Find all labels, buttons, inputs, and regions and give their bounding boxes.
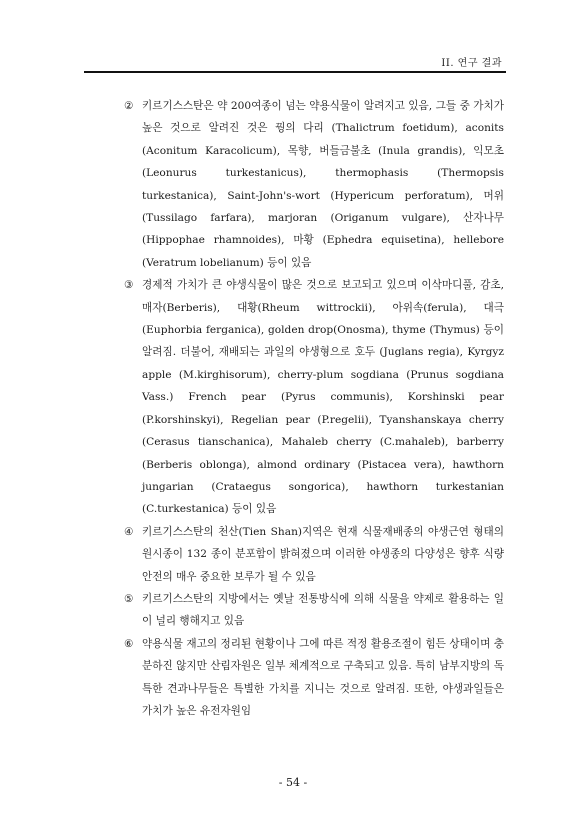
item-text: 키르기스스탄의 천산(Tien Shan)지역은 현재 식물재배종의 야생근연 형태의 원시종이 132 종이 분포함이 밝혀졌으며 이러한 야생종의 다양성은 향후 식량안전의 매우 중요한 보루가 될 수 있음 xyxy=(142,525,504,583)
list-item xyxy=(124,633,504,723)
running-header: II. 연구 결과 xyxy=(441,58,502,69)
item-number: ② xyxy=(124,100,134,112)
list-item xyxy=(124,274,504,520)
header-rule xyxy=(84,71,506,73)
item-number: ③ xyxy=(124,279,134,292)
item-text: 약용식물 재고의 정리된 현황이나 그에 따른 적정 활용조절이 힘든 상태이며 충분하진 않지만 산림자원은 일부 체계적으로 구축되고 있음. 특히 남부지방의 독특한 견과나무들은 특별한 가치를 지니는 것으로 알려짐. 또한, 야생과일들은 가치가 높은 유전자원임 xyxy=(142,637,504,717)
document-body xyxy=(124,95,504,722)
item-number: ④ xyxy=(124,525,134,538)
item-text: 키르기스스탄은 약 200여종이 넘는 약용식물이 알려지고 있음, 그들 중 가치가 높은 것으로 알려진 것은 꿩의 다리 (Thalictrum foetidum), aconits (Aconitum Karacolicum), 목향, 버들금불초 (Inula grandis), 익모초 (Leonurus turkestanicus), thermophasis (Thermopsis turkestanica), Saint-John's-wort (Hypericum perforatum), 머위 (Tussilago farfara), marjoran (Origanum vulgare), 산자나무 (Hippophae rhamnoides), 마황 (Ephedra equisetina), hellebore (Veratrum lobelianum) 등이 있음 xyxy=(142,100,504,269)
page-number: - 54 - xyxy=(278,776,308,789)
list-item xyxy=(124,95,504,274)
list-item xyxy=(124,588,504,633)
item-text: 경제적 가치가 큰 야생식물이 많은 것으로 보고되고 있으며 이삭마디풀, 감초, 매자(Berberis), 대황(Rheum wittrockii), 아위속(ferula), 대극 (Euphorbia ferganica), golden drop(Onosma), thyme (Thymus) 등이 알려짐. 더불어, 재배되는 과일의 야생형으로 호두 (Juglans regia), Kyrgyz apple (M.kirghisorum), cherry-plum sogdiana (Prunus sogdiana Vass.) French pear (Pyrus communis), Korshinski pear (P.korshinskyi), Regelian pear (P.regelii), Tyanshanskaya cherry (Cerasus tianschanica), Mahaleb cherry (C.mahaleb), barberry (Berberis oblonga), almond ordinary (Pistacea vera), hawthorn jungarian (Crataegus songorica), hawthorn turkestanian (C.turkestanica) 등이 있음 xyxy=(142,279,504,516)
item-number: ⑤ xyxy=(124,592,134,605)
item-text: 키르기스스탄의 지방에서는 옛날 전통방식에 의해 식물을 약제로 활용하는 일이 널리 행해지고 있음 xyxy=(142,592,504,628)
list-item xyxy=(124,521,504,588)
item-number: ⑥ xyxy=(124,637,134,650)
